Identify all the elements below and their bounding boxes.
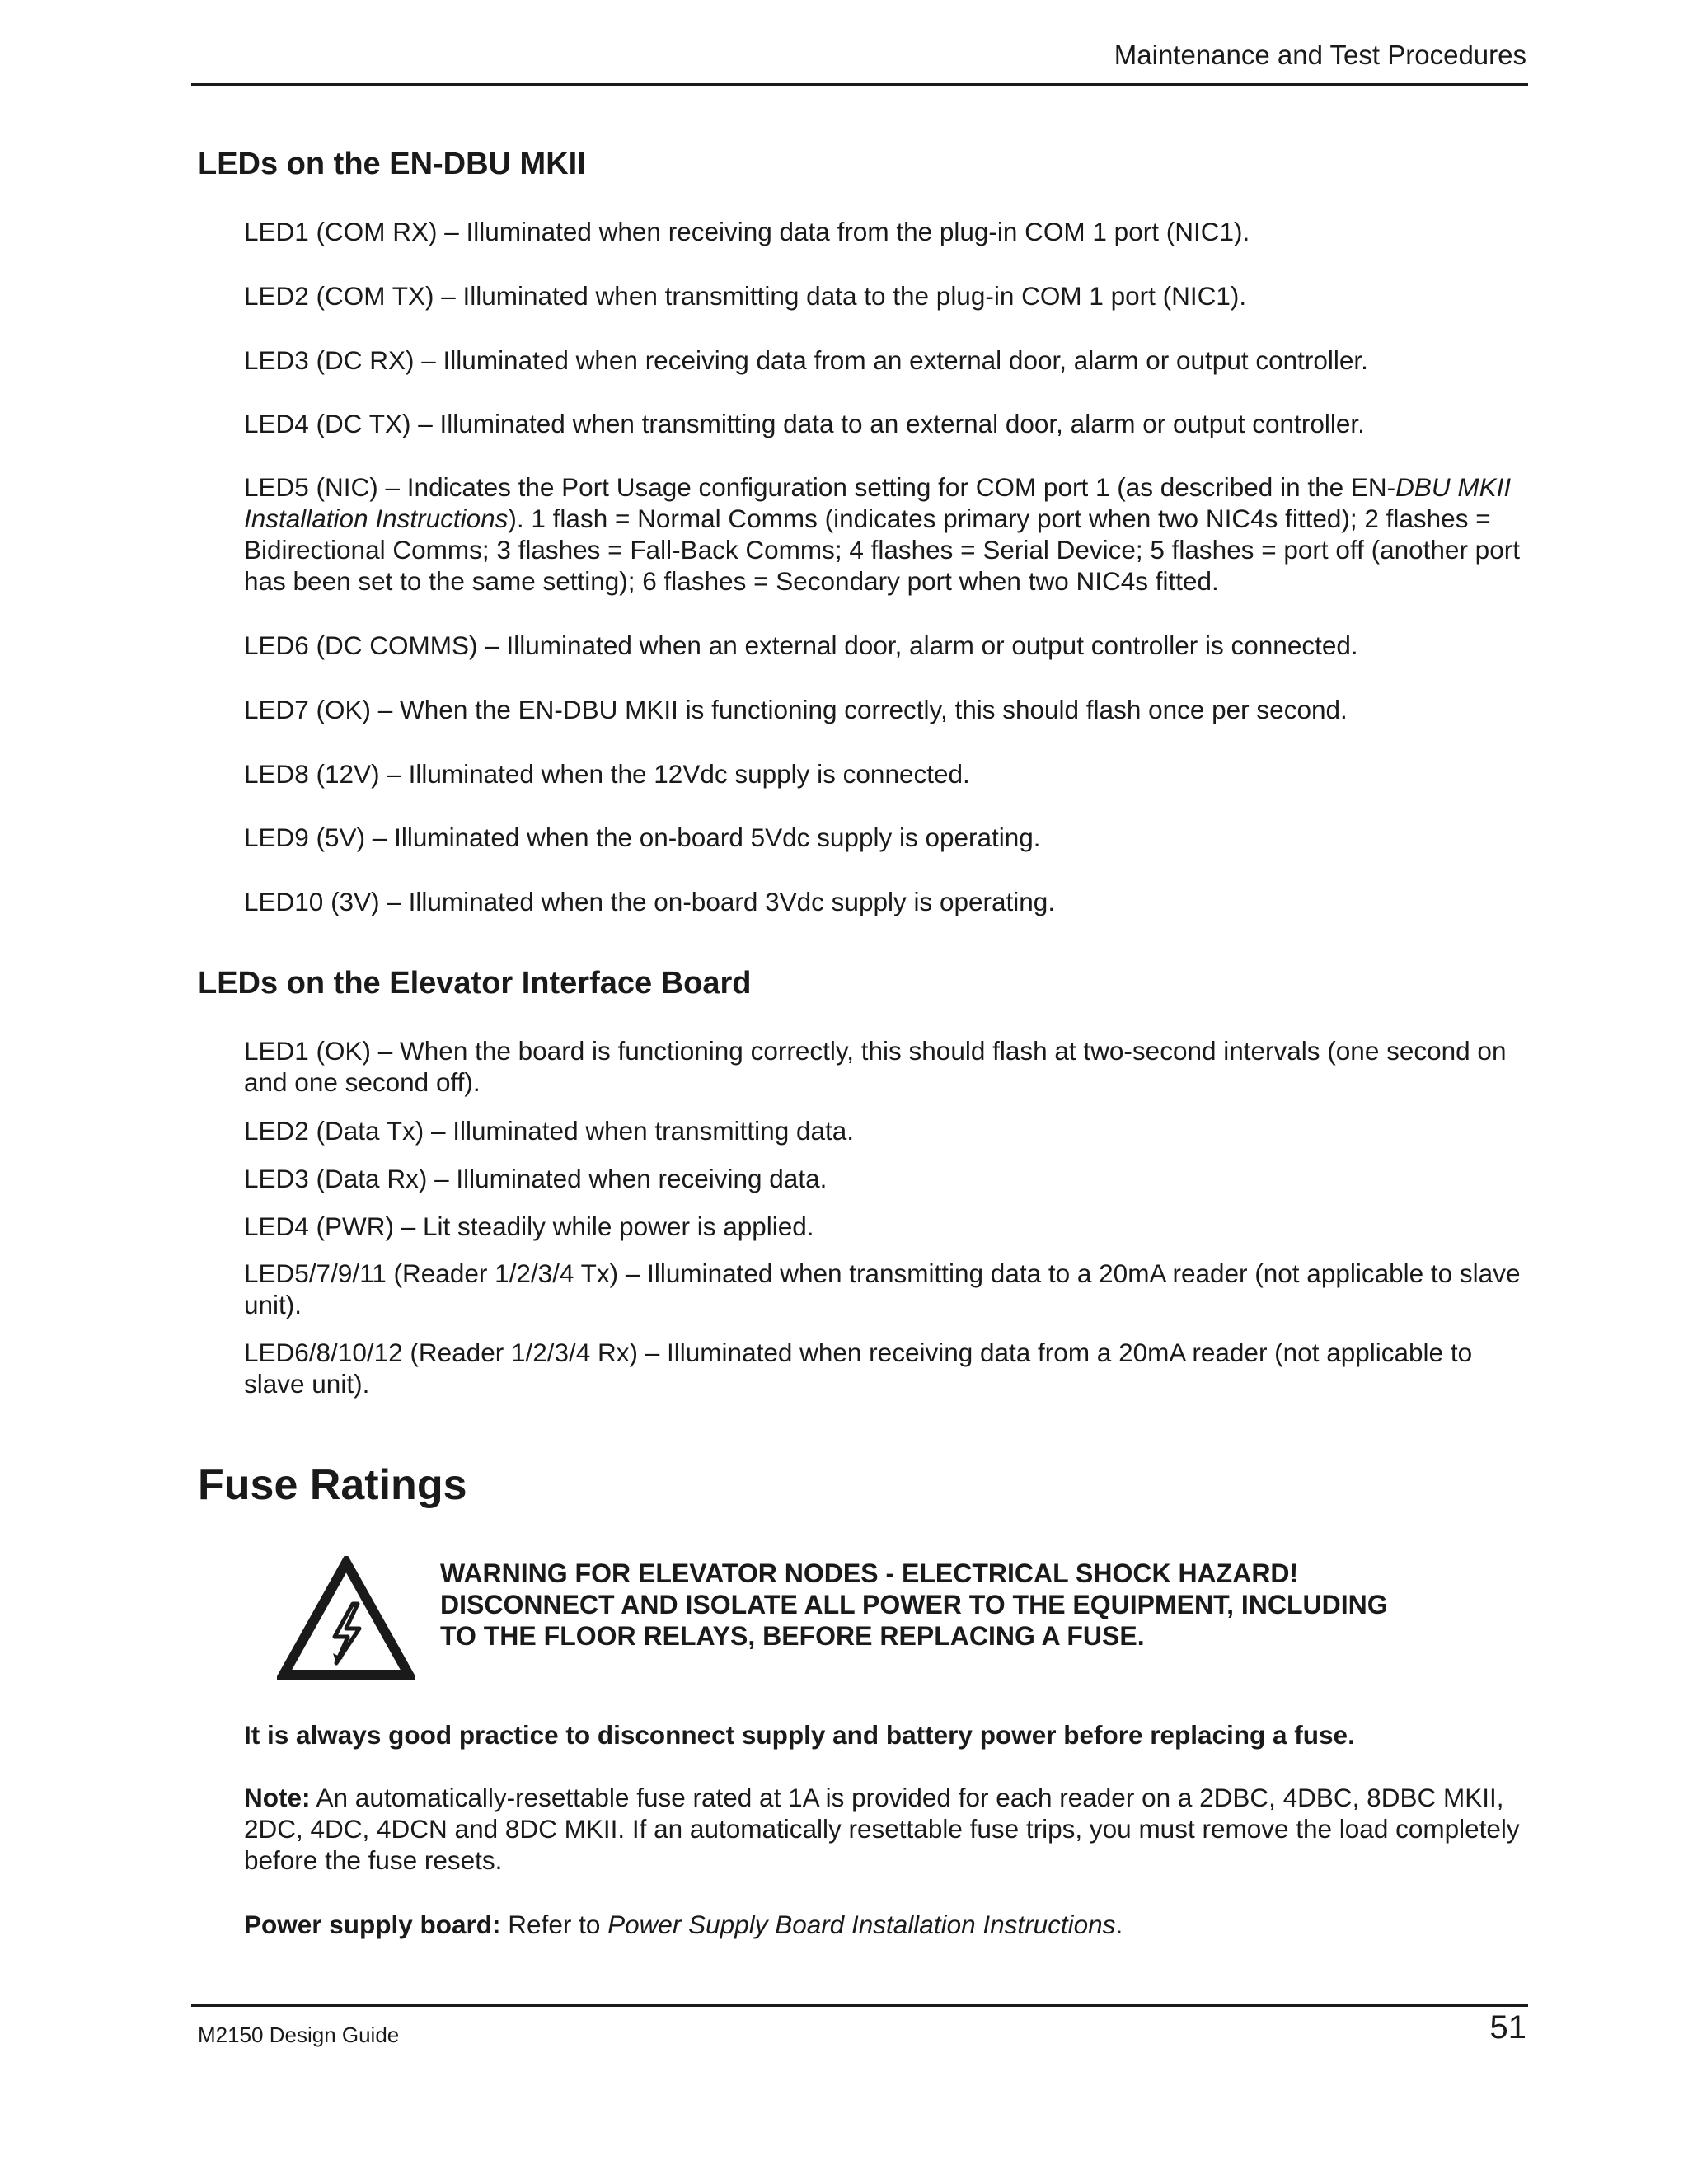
led-item: LED5/7/9/11 (Reader 1/2/3/4 Tx) – Illuminated when transmitting data to a 20mA reader (not applicable to slave unit). bbox=[244, 1258, 1521, 1319]
led-item: LED7 (OK) – When the EN-DBU MKII is functioning correctly, this should flash once per second. bbox=[244, 695, 1348, 724]
good-practice-note: It is always good practice to disconnect supply and battery power before replacing a fuse. bbox=[244, 1720, 1355, 1750]
led-item: LED10 (3V) – Illuminated when the on-board 3Vdc supply is operating. bbox=[244, 887, 1056, 916]
led-item: LED1 (COM RX) – Illuminated when receiving data from the plug-in COM 1 port (NIC1). bbox=[244, 217, 1250, 246]
warning-line: DISCONNECT AND ISOLATE ALL POWER TO THE EQUIPMENT, INCLUDING bbox=[440, 1590, 1388, 1619]
header-rule bbox=[191, 83, 1528, 86]
heading-fuse-ratings: Fuse Ratings bbox=[198, 1461, 467, 1509]
footer-rule bbox=[191, 2004, 1528, 2007]
led-item: LED6/8/10/12 (Reader 1/2/3/4 Rx) – Illuminated when receiving data from a 20mA reader (not applicable to slave unit). bbox=[244, 1338, 1473, 1399]
page-number: 51 bbox=[1489, 2009, 1526, 2046]
heading-leds-elevator: LEDs on the Elevator Interface Board bbox=[198, 966, 752, 1001]
led-item-nic bbox=[244, 471, 1538, 597]
led-item: LED6 (DC COMMS) – Illuminated when an external door, alarm or output controller is connected. bbox=[244, 630, 1358, 660]
power-supply-board-note bbox=[244, 1909, 1538, 1940]
led-item: LED3 (Data Rx) – Illuminated when receiving data. bbox=[244, 1164, 828, 1193]
heading-leds-en-dbu: LEDs on the EN-DBU MKII bbox=[198, 147, 586, 181]
shock-hazard-warning bbox=[440, 1558, 1512, 1652]
psb-end: . bbox=[1115, 1910, 1123, 1939]
psb-text: Refer to bbox=[500, 1910, 608, 1939]
led5-doc-title: DBU MKII Installation Instructions bbox=[244, 472, 1512, 533]
running-header: Maintenance and Test Procedures bbox=[1114, 40, 1526, 70]
led-item: LED2 (Data Tx) – Illuminated when transmitting data. bbox=[244, 1116, 855, 1146]
note-label: Note: bbox=[244, 1783, 311, 1812]
electric-shock-warning-icon bbox=[277, 1556, 415, 1681]
led5-text-b: ). 1 flash = Normal Comms (indicates primary port when two NIC4s fitted); 2 flashes = Bidirectional Comms; 3 flashes = Fall-Back Comms; 4 flashes = Serial Device; 5 flashes = port off (another port has been set to the same setting); 6 flashes = Secondary port when two NIC4s fitted. bbox=[244, 504, 1520, 596]
led-item: LED2 (COM TX) – Illuminated when transmitting data to the plug-in COM 1 port (NIC1). bbox=[244, 281, 1247, 311]
led-item: LED3 (DC RX) – Illuminated when receiving data from an external door, alarm or output controller. bbox=[244, 345, 1368, 375]
resettable-fuse-note bbox=[244, 1782, 1538, 1876]
led-item: LED8 (12V) – Illuminated when the 12Vdc supply is connected. bbox=[244, 759, 970, 789]
psb-label: Power supply board: bbox=[244, 1910, 501, 1939]
footer-doc-name: M2150 Design Guide bbox=[198, 2022, 400, 2047]
led-item: LED1 (OK) – When the board is functioning correctly, this should flash at two-second intervals (one second on and one second off). bbox=[244, 1036, 1507, 1097]
warning-line: TO THE FLOOR RELAYS, BEFORE REPLACING A FUSE. bbox=[440, 1621, 1145, 1651]
led5-text-a: LED5 (NIC) – Indicates the Port Usage configuration setting for COM port 1 (as described in the EN- bbox=[244, 472, 1396, 502]
led-item: LED9 (5V) – Illuminated when the on-board 5Vdc supply is operating. bbox=[244, 823, 1041, 852]
led-item: LED4 (DC TX) – Illuminated when transmitting data to an external door, alarm or output controller. bbox=[244, 409, 1365, 438]
note-text: An automatically-resettable fuse rated at 1A is provided for each reader on a 2DBC, 4DBC, 8DBC MKII, 2DC, 4DC, 4DCN and 8DC MKII. If an automatically resettable fuse trips, you must remove the load completely before the fuse resets. bbox=[244, 1783, 1520, 1875]
led-item: LED4 (PWR) – Lit steadily while power is applied. bbox=[244, 1212, 814, 1241]
warning-line: WARNING FOR ELEVATOR NODES - ELECTRICAL SHOCK HAZARD! bbox=[440, 1558, 1299, 1588]
psb-doc-title: Power Supply Board Installation Instructions bbox=[607, 1910, 1116, 1939]
